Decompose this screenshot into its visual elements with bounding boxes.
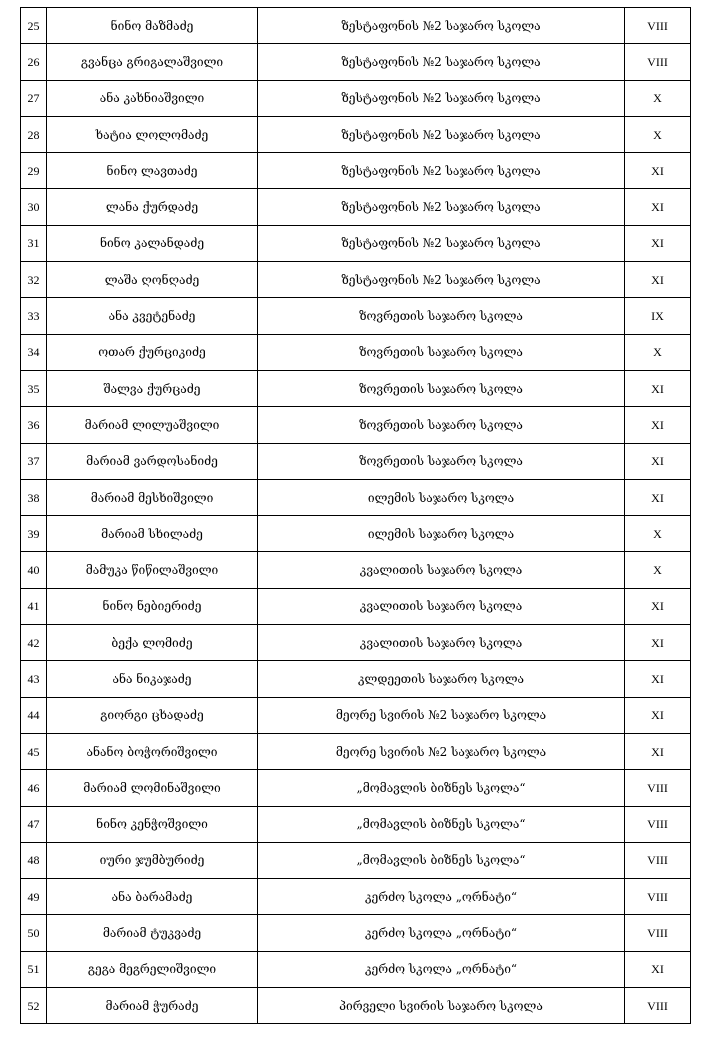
school-name-cell: ზესტაფონის №2 საჯარო სკოლა	[258, 80, 625, 116]
table-row	[21, 443, 691, 479]
grade-cell: XI	[625, 225, 691, 261]
student-name-cell: ნინო ნებიერიძე	[47, 588, 258, 624]
grade-cell: XI	[625, 697, 691, 733]
school-name-cell: ზესტაფონის №2 საჯარო სკოლა	[258, 262, 625, 298]
row-number-cell: 26	[21, 44, 47, 80]
row-number-cell: 49	[21, 879, 47, 915]
table-row	[21, 44, 691, 80]
row-number-cell: 50	[21, 915, 47, 951]
school-name-cell: „მომავლის ბიზნეს სკოლა“	[258, 770, 625, 806]
grade-cell: XI	[625, 407, 691, 443]
row-number-cell: 25	[21, 8, 47, 44]
student-name-cell: გვანცა გრიგალაშვილი	[47, 44, 258, 80]
grade-cell: VIII	[625, 879, 691, 915]
student-name-cell: გიორგი ცხადაძე	[47, 697, 258, 733]
student-name-cell: გეგა მეგრელიშვილი	[47, 951, 258, 987]
grade-cell: X	[625, 334, 691, 370]
grade-cell: X	[625, 80, 691, 116]
student-name-cell: ნინო კალანდაძე	[47, 225, 258, 261]
table-row	[21, 407, 691, 443]
grade-cell: VIII	[625, 915, 691, 951]
row-number-cell: 29	[21, 153, 47, 189]
school-name-cell: ზესტაფონის №2 საჯარო სკოლა	[258, 189, 625, 225]
student-name-cell: ნინო ლავთაძე	[47, 153, 258, 189]
row-number-cell: 40	[21, 552, 47, 588]
row-number-cell: 42	[21, 625, 47, 661]
table-row	[21, 842, 691, 878]
grade-cell: XI	[625, 370, 691, 406]
school-name-cell: ზესტაფონის №2 საჯარო სკოლა	[258, 225, 625, 261]
row-number-cell: 38	[21, 479, 47, 515]
grade-cell: XI	[625, 588, 691, 624]
grade-cell: X	[625, 552, 691, 588]
grade-cell: XI	[625, 189, 691, 225]
participants-table	[20, 7, 691, 1024]
table-row	[21, 915, 691, 951]
student-name-cell: ნინო კენჭოშვილი	[47, 806, 258, 842]
table-row	[21, 697, 691, 733]
row-number-cell: 35	[21, 370, 47, 406]
grade-cell: VIII	[625, 806, 691, 842]
row-number-cell: 34	[21, 334, 47, 370]
table-row	[21, 298, 691, 334]
student-name-cell: იური ჯუმბურიძე	[47, 842, 258, 878]
grade-cell: XI	[625, 262, 691, 298]
row-number-cell: 48	[21, 842, 47, 878]
row-number-cell: 52	[21, 988, 47, 1024]
table-row	[21, 951, 691, 987]
grade-cell: XI	[625, 951, 691, 987]
grade-cell: IX	[625, 298, 691, 334]
row-number-cell: 45	[21, 733, 47, 769]
table-row	[21, 262, 691, 298]
student-name-cell: ნინო მაზმაძე	[47, 8, 258, 44]
row-number-cell: 30	[21, 189, 47, 225]
school-name-cell: ზესტაფონის №2 საჯარო სკოლა	[258, 8, 625, 44]
grade-cell: VIII	[625, 988, 691, 1024]
student-name-cell: მარიამ სხილაძე	[47, 516, 258, 552]
row-number-cell: 37	[21, 443, 47, 479]
student-name-cell: ანა კვეტენაძე	[47, 298, 258, 334]
row-number-cell: 36	[21, 407, 47, 443]
school-name-cell: კლდეეთის საჯარო სკოლა	[258, 661, 625, 697]
student-name-cell: მარიამ ლომინაშვილი	[47, 770, 258, 806]
student-name-cell: ანანო ბოჭორიშვილი	[47, 733, 258, 769]
school-name-cell: კვალითის საჯარო სკოლა	[258, 552, 625, 588]
table-row	[21, 370, 691, 406]
grade-cell: XI	[625, 443, 691, 479]
table-row	[21, 988, 691, 1024]
table-row	[21, 806, 691, 842]
student-name-cell: ანა კახნიაშვილი	[47, 80, 258, 116]
grade-cell: XI	[625, 153, 691, 189]
student-name-cell: მარიამ ტუკვაძე	[47, 915, 258, 951]
table-row	[21, 334, 691, 370]
table-row	[21, 625, 691, 661]
table-row	[21, 8, 691, 44]
student-name-cell: მარიამ ლილუაშვილი	[47, 407, 258, 443]
student-name-cell: ანა ნიკაჯაძე	[47, 661, 258, 697]
row-number-cell: 32	[21, 262, 47, 298]
grade-cell: XI	[625, 661, 691, 697]
student-name-cell: მარიამ ჭურაძე	[47, 988, 258, 1024]
row-number-cell: 28	[21, 116, 47, 152]
row-number-cell: 33	[21, 298, 47, 334]
school-name-cell: ზოვრეთის საჯარო სკოლა	[258, 298, 625, 334]
student-name-cell: ბექა ლომიძე	[47, 625, 258, 661]
table-row	[21, 479, 691, 515]
grade-cell: XI	[625, 479, 691, 515]
school-name-cell: მეორე სვირის №2 საჯარო სკოლა	[258, 733, 625, 769]
student-name-cell: ლაშა ღონღაძე	[47, 262, 258, 298]
school-name-cell: ზოვრეთის საჯარო სკოლა	[258, 407, 625, 443]
student-name-cell: მარიამ მესხიშვილი	[47, 479, 258, 515]
table-row	[21, 189, 691, 225]
table-row	[21, 116, 691, 152]
row-number-cell: 41	[21, 588, 47, 624]
school-name-cell: ზოვრეთის საჯარო სკოლა	[258, 334, 625, 370]
table-row	[21, 516, 691, 552]
grade-cell: VIII	[625, 44, 691, 80]
student-name-cell: მარიამ ვარდოსანიძე	[47, 443, 258, 479]
table-row	[21, 80, 691, 116]
school-name-cell: ზესტაფონის №2 საჯარო სკოლა	[258, 44, 625, 80]
grade-cell: XI	[625, 733, 691, 769]
grade-cell: XI	[625, 625, 691, 661]
school-name-cell: ზესტაფონის №2 საჯარო სკოლა	[258, 116, 625, 152]
row-number-cell: 39	[21, 516, 47, 552]
row-number-cell: 43	[21, 661, 47, 697]
school-name-cell: პირველი სვირის საჯარო სკოლა	[258, 988, 625, 1024]
student-name-cell: ლანა ქურდაძე	[47, 189, 258, 225]
school-name-cell: კვალითის საჯარო სკოლა	[258, 588, 625, 624]
student-name-cell: შალვა ქურცაძე	[47, 370, 258, 406]
grade-cell: VIII	[625, 770, 691, 806]
table-row	[21, 879, 691, 915]
school-name-cell: ზესტაფონის №2 საჯარო სკოლა	[258, 153, 625, 189]
school-name-cell: „მომავლის ბიზნეს სკოლა“	[258, 806, 625, 842]
table-row	[21, 225, 691, 261]
grade-cell: VIII	[625, 8, 691, 44]
school-name-cell: ზოვრეთის საჯარო სკოლა	[258, 443, 625, 479]
school-name-cell: კერძო სკოლა „ორნატი“	[258, 915, 625, 951]
student-name-cell: მამუკა წიწილაშვილი	[47, 552, 258, 588]
grade-cell: X	[625, 116, 691, 152]
school-name-cell: კერძო სკოლა „ორნატი“	[258, 879, 625, 915]
school-name-cell: ილემის საჯარო სკოლა	[258, 516, 625, 552]
table-row	[21, 588, 691, 624]
student-name-cell: ანა ბარამაძე	[47, 879, 258, 915]
school-name-cell: მეორე სვირის №2 საჯარო სკოლა	[258, 697, 625, 733]
participants-table-body	[21, 8, 691, 1024]
table-row	[21, 552, 691, 588]
table-row	[21, 661, 691, 697]
table-row	[21, 153, 691, 189]
school-name-cell: კერძო სკოლა „ორნატი“	[258, 951, 625, 987]
grade-cell: X	[625, 516, 691, 552]
row-number-cell: 44	[21, 697, 47, 733]
student-name-cell: ოთარ ქურციკიძე	[47, 334, 258, 370]
student-name-cell: ხატია ლოლომაძე	[47, 116, 258, 152]
row-number-cell: 27	[21, 80, 47, 116]
grade-cell: VIII	[625, 842, 691, 878]
row-number-cell: 47	[21, 806, 47, 842]
row-number-cell: 51	[21, 951, 47, 987]
row-number-cell: 46	[21, 770, 47, 806]
table-row	[21, 733, 691, 769]
school-name-cell: „მომავლის ბიზნეს სკოლა“	[258, 842, 625, 878]
school-name-cell: ილემის საჯარო სკოლა	[258, 479, 625, 515]
table-row	[21, 770, 691, 806]
school-name-cell: ზოვრეთის საჯარო სკოლა	[258, 370, 625, 406]
row-number-cell: 31	[21, 225, 47, 261]
school-name-cell: კვალითის საჯარო სკოლა	[258, 625, 625, 661]
